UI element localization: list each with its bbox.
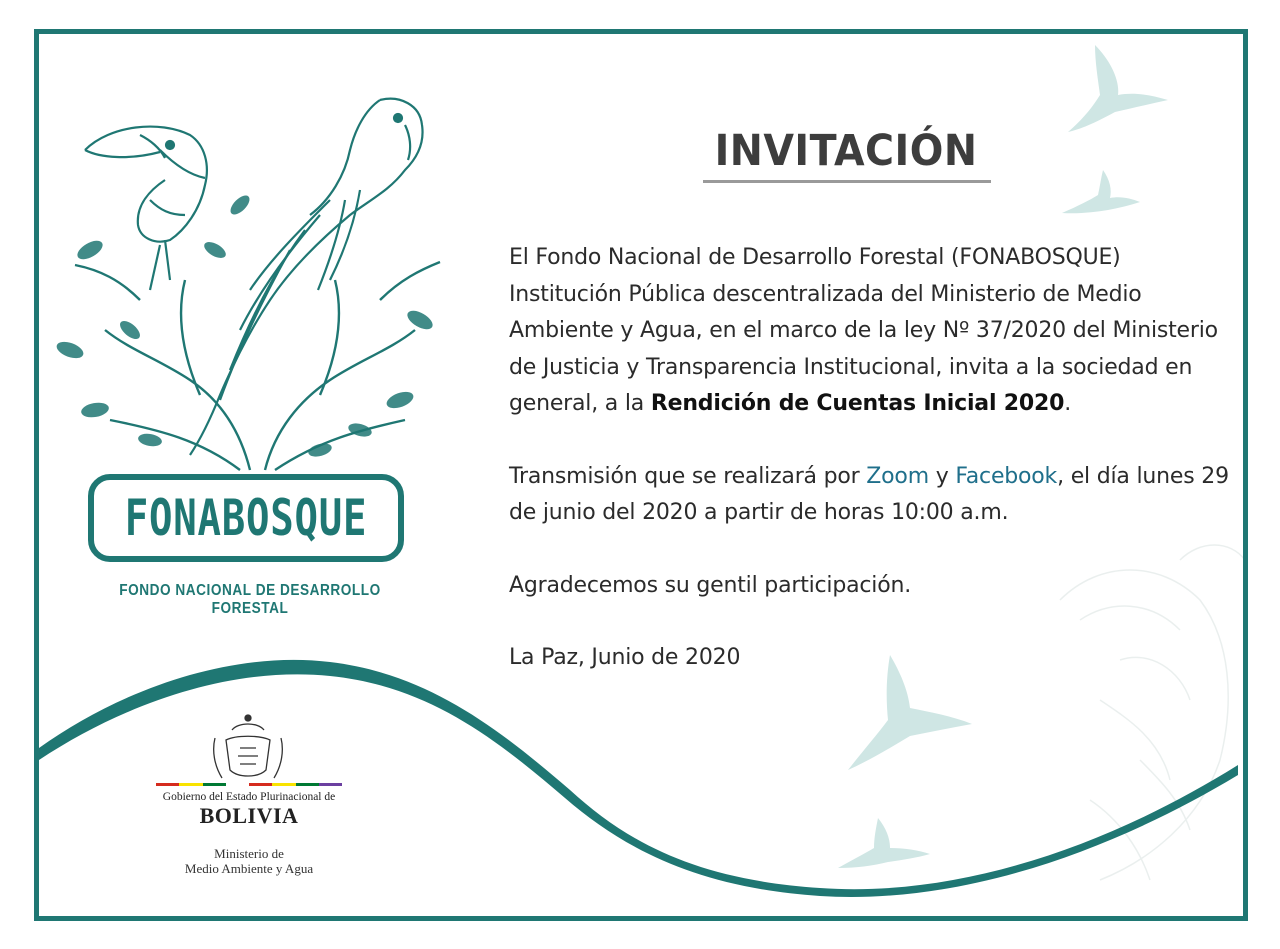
broadcast-start: Transmisión que se realizará por	[509, 463, 867, 489]
fonabosque-logo-subtitle: FONDO NACIONAL DE DESARROLLO FORESTAL	[119, 582, 381, 617]
government-line: Gobierno del Estado Plurinacional de	[162, 791, 336, 803]
paragraph-thanks: Agradecemos su gentil participación.	[509, 572, 911, 598]
intro-text: El Fondo Nacional de Desarrollo Forestal (FONABOSQUE) Institución Pública descentralizada del Ministerio de Medio Ambiente y Agua, en el marco de la ley Nº 37/2020 del Ministerio de Justicia y Transparencia Institucional, invita a la sociedad en general, a la	[509, 245, 1218, 416]
invitation-heading: INVITACIÓN	[714, 126, 978, 176]
ministry-line-2: Medio Ambiente y Agua	[184, 861, 314, 876]
bolivia-color-bar	[156, 783, 342, 786]
country-name: BOLIVIA	[199, 803, 299, 828]
fonabosque-logo-wordmark: FONABOSQUE	[124, 489, 368, 547]
invitation-body	[509, 240, 1229, 677]
event-name: Rendición de Cuentas Inicial 2020	[650, 391, 1065, 416]
broadcast-connector: y	[928, 463, 956, 489]
heading-underline	[703, 180, 991, 183]
paragraph-intro	[509, 240, 1229, 423]
paragraph-place-date: La Paz, Junio de 2020	[509, 645, 741, 670]
intro-end: .	[1064, 391, 1071, 416]
broadcast-rest: , el día lunes 29 de junio del 2020 a partir de horas 10:00 a.m.	[509, 463, 1229, 525]
ministry-line-1: Ministerio de	[214, 846, 284, 861]
paragraph-broadcast	[509, 459, 1229, 532]
facebook-platform: Facebook	[955, 463, 1058, 489]
zoom-platform: Zoom	[866, 463, 929, 489]
